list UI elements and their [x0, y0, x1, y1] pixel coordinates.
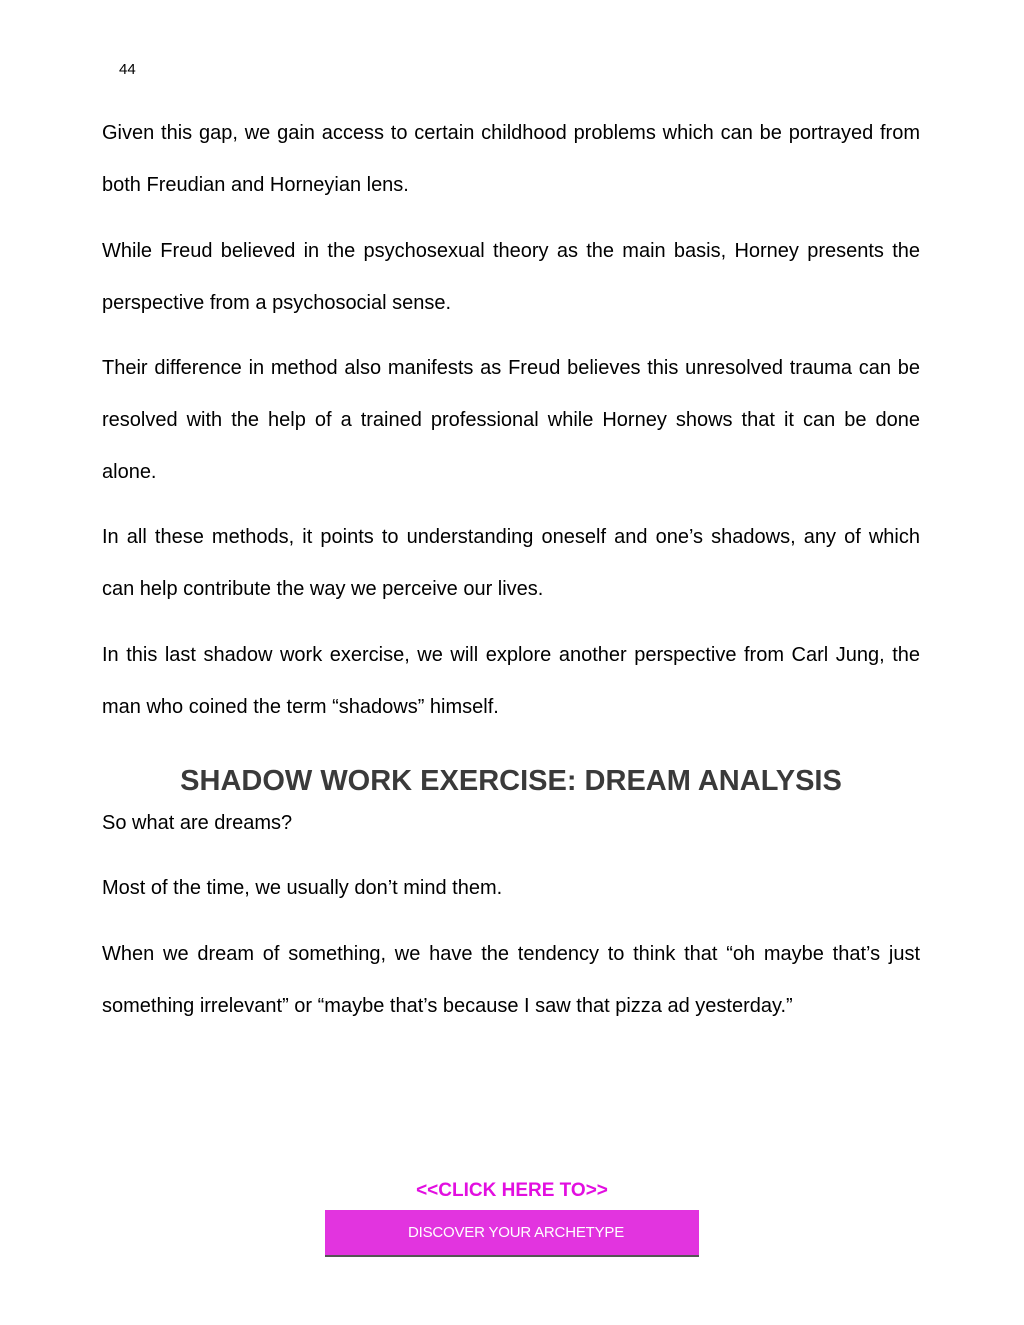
page-number: 44 — [119, 61, 136, 78]
paragraph-childhood-problems: Given this gap, we gain access to certain childhood problems which can be portrayed from both Freudian and Horneyian lens. — [102, 122, 920, 196]
paragraph-freud-horney-theory: While Freud believed in the psychosexual theory as the main basis, Horney presents the perspective from a psychosocial sense. — [102, 240, 920, 314]
discover-archetype-button[interactable]: DISCOVER YOUR ARCHETYPE — [325, 1210, 699, 1257]
paragraph-dont-mind-them: Most of the time, we usually don’t mind them. — [102, 877, 503, 899]
paragraph-what-are-dreams: So what are dreams? — [102, 812, 293, 834]
paragraph-understanding-oneself: In all these methods, it points to understanding oneself and one’s shadows, any of which can help contribute the way we perceive our lives. — [102, 526, 920, 600]
paragraph-method-difference: Their difference in method also manifests as Freud believes this unresolved trauma can be resolved with the help of a trained professional while Horney shows that it can be done alone. — [102, 357, 920, 483]
paragraph-carl-jung: In this last shadow work exercise, we will explore another perspective from Carl Jung, the man who coined the term “shadows” himself. — [102, 644, 920, 718]
section-heading: SHADOW WORK EXERCISE: DREAM ANALYSIS — [180, 765, 842, 797]
cta-label[interactable]: <<CLICK HERE TO>> — [416, 1180, 608, 1201]
paragraph-dream-tendency: When we dream of something, we have the tendency to think that “oh maybe that’s just something irrelevant” or “maybe that’s because I saw that pizza ad yesterday.” — [102, 943, 920, 1017]
